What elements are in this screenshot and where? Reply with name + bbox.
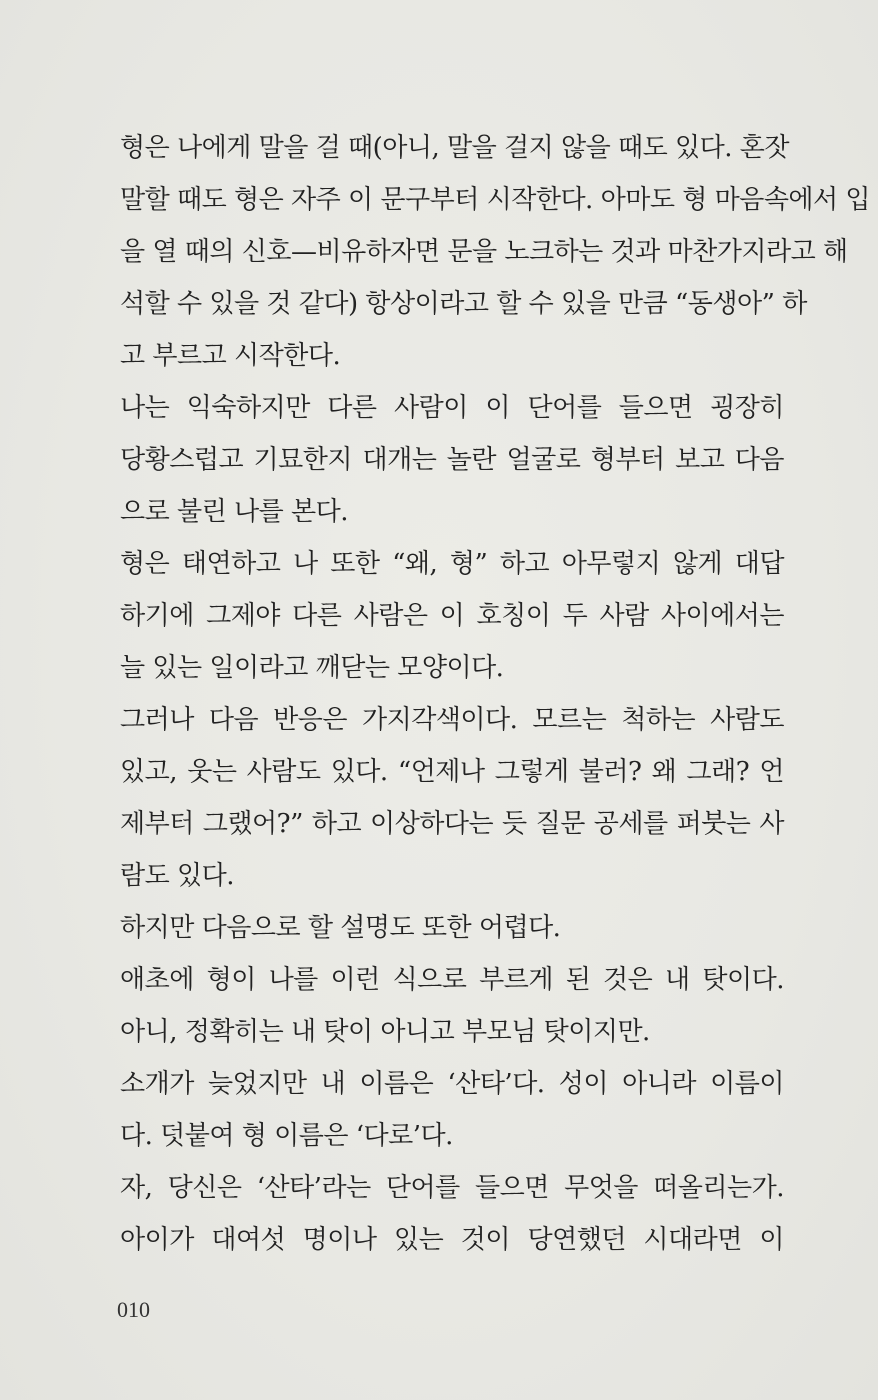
text-line: 있고, 웃는 사람도 있다. “언제나 그렇게 불러? 왜 그래? 언	[120, 757, 784, 787]
text-line: 으로 불린 나를 본다.	[120, 497, 348, 527]
text-line: 애초에 형이 나를 이런 식으로 부르게 된 것은 내 탓이다.	[120, 965, 784, 995]
text-line: 말할 때도 형은 자주 이 문구부터 시작한다. 아마도 형 마음속에서 입	[120, 185, 871, 215]
text-line: 그러나 다음 반응은 가지각색이다. 모르는 척하는 사람도	[120, 705, 784, 735]
text-line: 석할 수 있을 것 같다) 항상이라고 할 수 있을 만큼 “동생아” 하	[120, 289, 807, 319]
text-line: 형은 태연하고 나 또한 “왜, 형” 하고 아무렇지 않게 대답	[120, 549, 784, 579]
text-line: 다. 덧붙여 형 이름은 ‘다로’다.	[120, 1121, 453, 1151]
text-line: 늘 있는 일이라고 깨닫는 모양이다.	[120, 653, 504, 683]
body-text	[120, 122, 871, 1266]
page-number: 010	[117, 1297, 150, 1322]
text-line: 하지만 다음으로 할 설명도 또한 어렵다.	[120, 913, 561, 943]
text-line: 당황스럽고 기묘한지 대개는 놀란 얼굴로 형부터 보고 다음	[120, 445, 784, 475]
text-line: 람도 있다.	[120, 861, 234, 891]
text-line: 을 열 때의 신호—비유하자면 문을 노크하는 것과 마찬가지라고 해	[120, 237, 848, 267]
text-line: 소개가 늦었지만 내 이름은 ‘산타’다. 성이 아니라 이름이	[120, 1069, 784, 1099]
text-line: 하기에 그제야 다른 사람은 이 호칭이 두 사람 사이에서는	[120, 601, 784, 631]
text-line: 고 부르고 시작한다.	[120, 341, 341, 371]
text-line: 자, 당신은 ‘산타’라는 단어를 들으면 무엇을 떠올리는가.	[120, 1173, 784, 1203]
text-line: 나는 익숙하지만 다른 사람이 이 단어를 들으면 굉장히	[120, 393, 784, 423]
text-line: 형은 나에게 말을 걸 때(아니, 말을 걸지 않을 때도 있다. 혼잣	[120, 133, 789, 163]
text-line: 제부터 그랬어?” 하고 이상하다는 듯 질문 공세를 퍼붓는 사	[120, 809, 784, 839]
text-line: 아이가 대여섯 명이나 있는 것이 당연했던 시대라면 이	[120, 1225, 784, 1255]
text-line: 아니, 정확히는 내 탓이 아니고 부모님 탓이지만.	[120, 1017, 650, 1047]
